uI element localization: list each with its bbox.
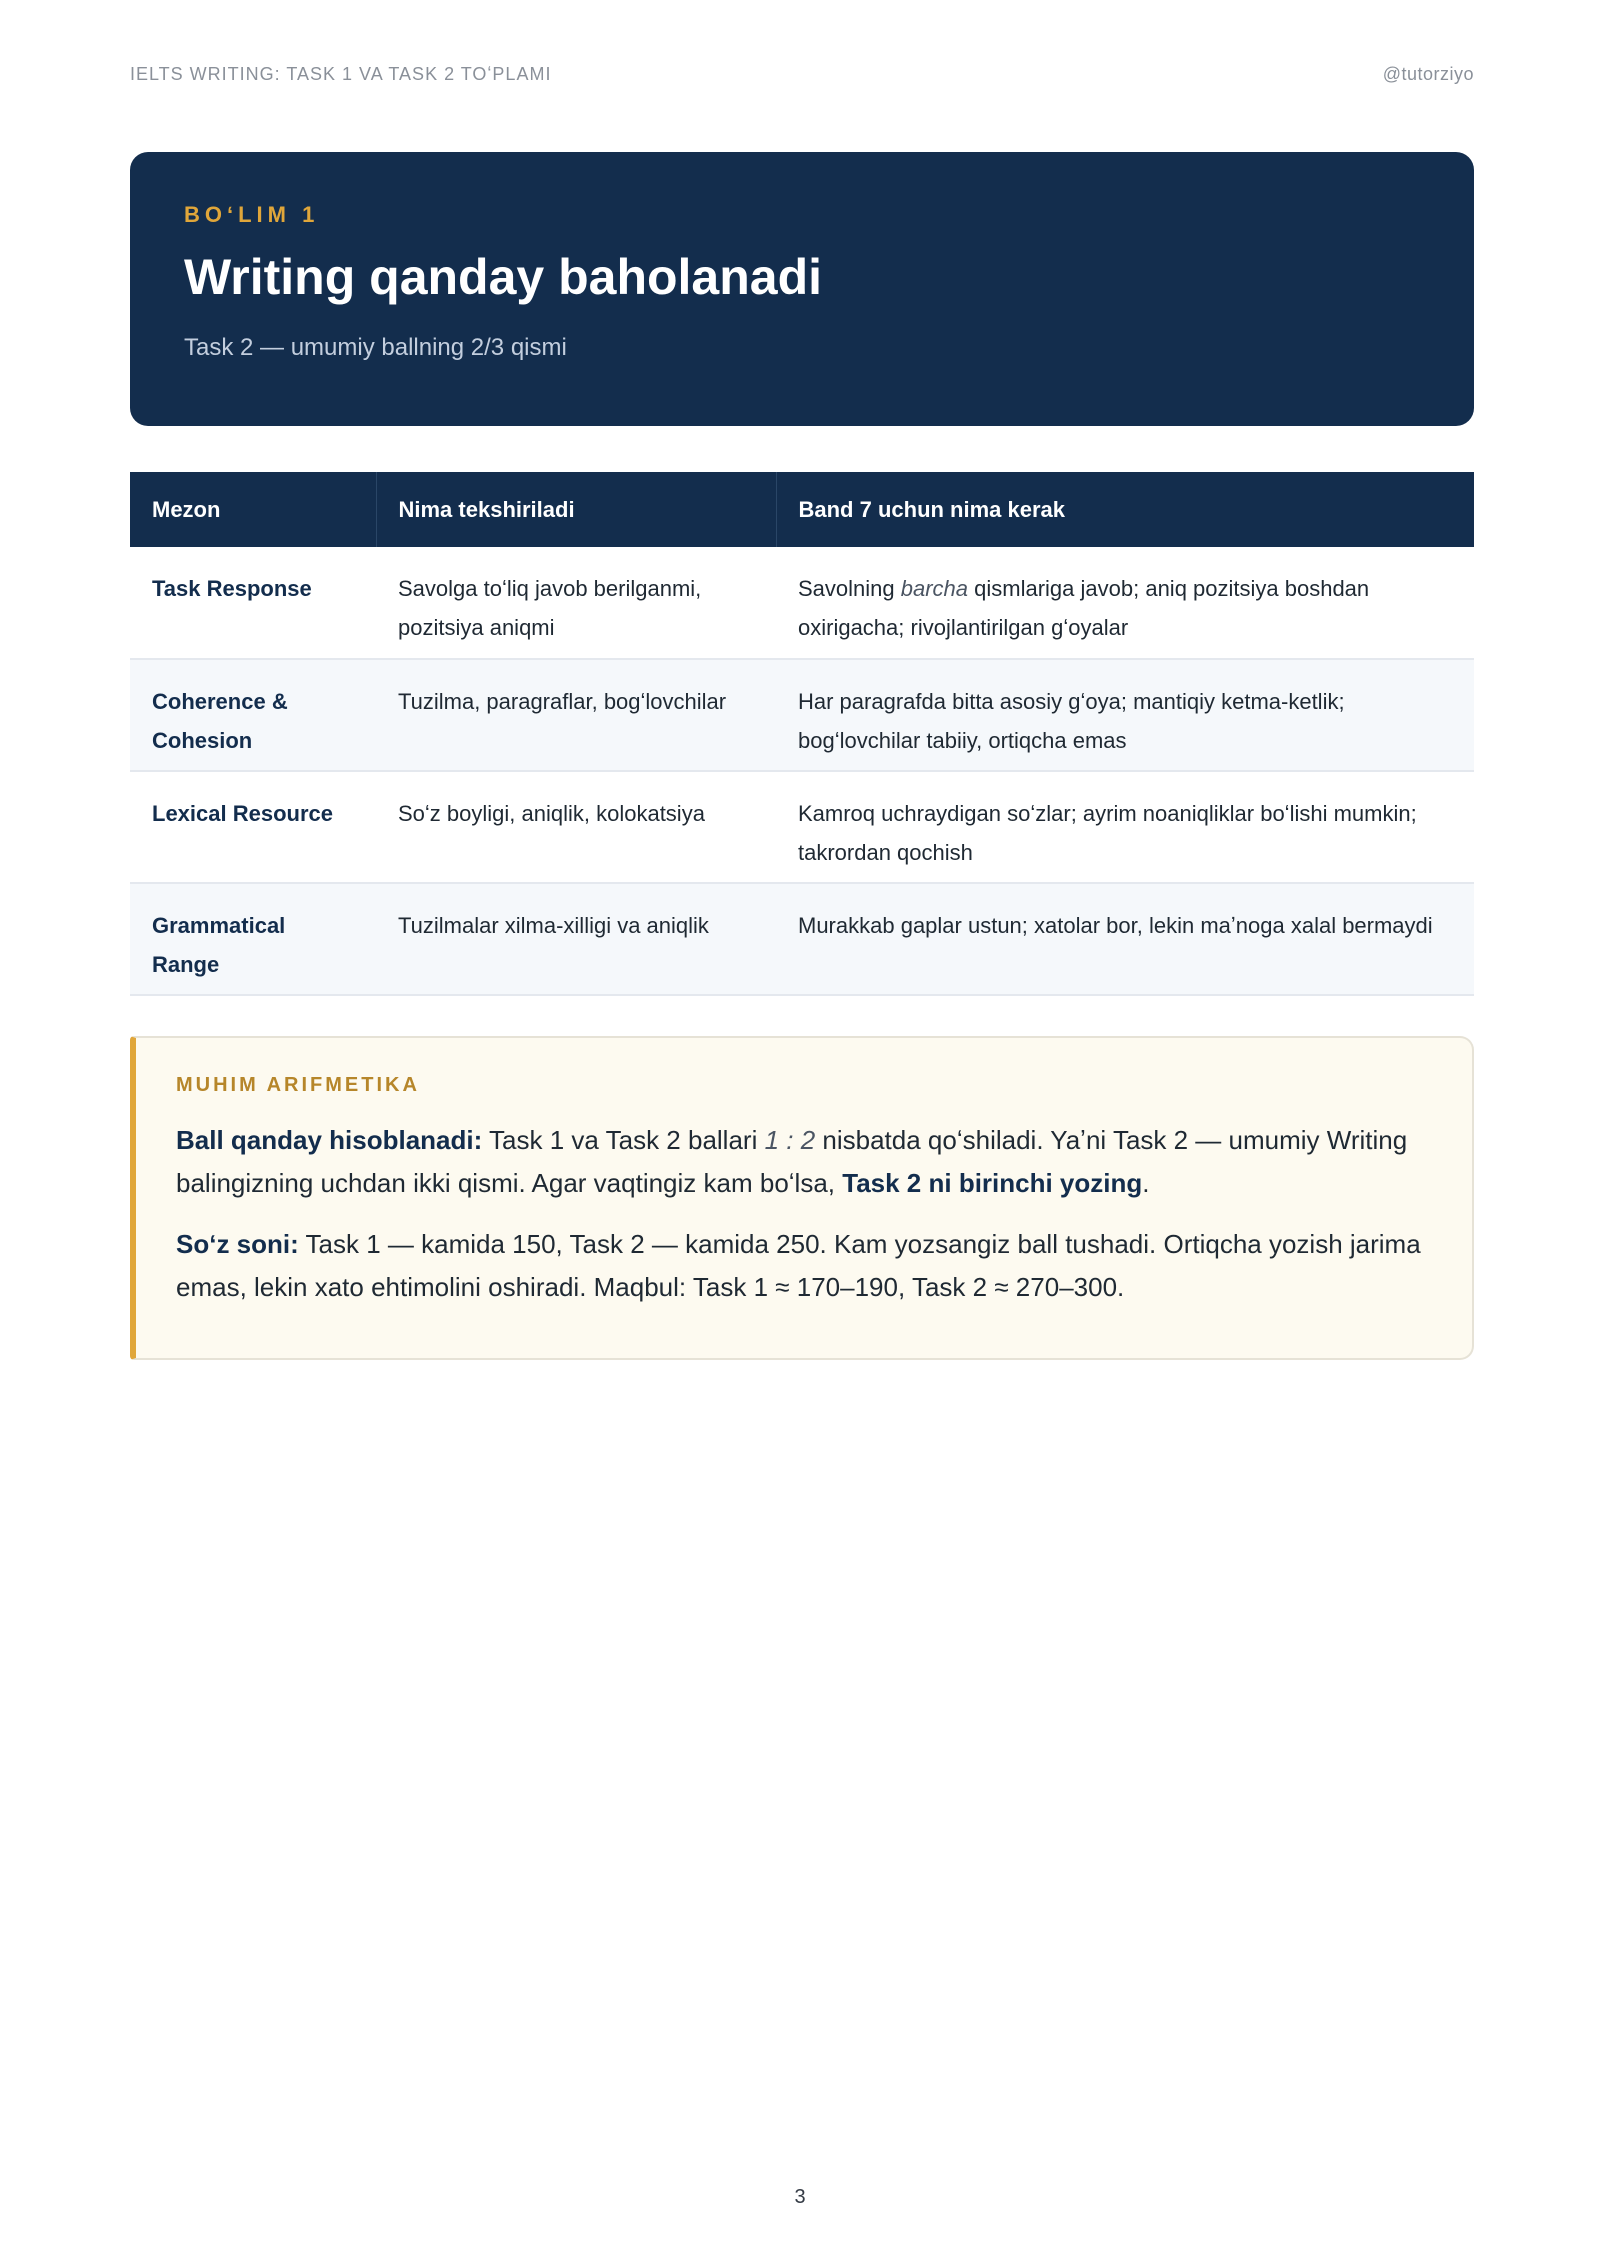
callout-title: MUHIM ARIFMETIKA (176, 1074, 420, 1096)
criterion-cell: Grammatical Range (130, 883, 376, 995)
band7-text: qismlariga javob; aniq pozitsiya boshdan oxirigacha; rivojlantirilgan gʻoyalar (798, 576, 1370, 640)
table-row (130, 771, 1474, 883)
section-banner (130, 152, 1474, 426)
callout-label: Ball qanday hisoblanadi: (176, 1125, 483, 1155)
band7-cell: Har paragrafda bitta asosiy gʻoya; mantiqiy ketma-ketlik; bogʻlovchilar tabiiy, ortiqcha emas (776, 659, 1474, 771)
table-row (130, 547, 1474, 659)
running-header (130, 64, 1474, 85)
callout-label: Soʻz soni: (176, 1229, 299, 1259)
checked-cell: Savolga toʻliq javob berilganmi, pozitsiya aniqmi (376, 547, 776, 659)
section-eyebrow: BOʻLIM 1 (184, 202, 320, 227)
callout-emphasis: Task 2 ni birinchi yozing (842, 1168, 1143, 1198)
band7-cell: Kamroq uchraydigan soʻzlar; ayrim noaniqliklar boʻlishi mumkin; takrordan qochish (776, 771, 1474, 883)
section-subtitle: Task 2 — umumiy ballning 2/3 qismi (184, 334, 567, 361)
table-header-row (130, 472, 1474, 547)
band7-text: Savolning (798, 576, 901, 601)
band7-emphasis: barcha (900, 576, 969, 601)
column-header-criterion: Mezon (130, 472, 376, 547)
criteria-table (130, 472, 1474, 996)
table-row (130, 659, 1474, 771)
band7-cell (776, 547, 1474, 659)
callout-text: Task 1 — kamida 150, Task 2 — kamida 250. Kam yozsangiz ball tushadi. Ortiqcha yozish jarima emas, lekin xato ehtimolini oshiradi. Maqbul: Task 1 ≈ 170–190, Task 2 ≈ 270–300. (176, 1229, 1421, 1302)
callout-paragraph-score (176, 1119, 1432, 1205)
callout-text: Task 1 va Task 2 ballari (482, 1125, 765, 1155)
callout-text: nisbatda qoʻshiladi. Yaʼni Task 2 — umumiy Writing balingizning uchdan ikki qismi. Agar vaqtingiz kam boʻlsa, (176, 1125, 1408, 1198)
checked-cell: Tuzilma, paragraflar, bogʻlovchilar (376, 659, 776, 771)
checked-cell: Tuzilmalar xilma-xilligi va aniqlik (376, 883, 776, 995)
column-header-band7: Band 7 uchun nima kerak (776, 472, 1474, 547)
page-number: 3 (794, 2186, 806, 2208)
callout-box (130, 1036, 1474, 1360)
ratio-value: 1 : 2 (764, 1125, 816, 1155)
column-header-checked: Nima tekshiriladi (376, 472, 776, 547)
document-title: IELTS WRITING: TASK 1 VA TASK 2 TOʻPLAMI (130, 64, 552, 84)
section-title: Writing qanday baholanadi (184, 249, 823, 305)
table-row (130, 883, 1474, 995)
author-handle: @tutorziyo (1382, 64, 1474, 84)
checked-cell: Soʻz boyligi, aniqlik, kolokatsiya (376, 771, 776, 883)
criterion-cell: Task Response (130, 547, 376, 659)
band7-cell: Murakkab gaplar ustun; xatolar bor, lekin maʼnoga xalal bermaydi (776, 883, 1474, 995)
criterion-cell: Lexical Resource (130, 771, 376, 883)
criterion-cell: Coherence & Cohesion (130, 659, 376, 771)
callout-paragraph-wordcount (176, 1223, 1432, 1309)
callout-text: . (1142, 1168, 1150, 1198)
